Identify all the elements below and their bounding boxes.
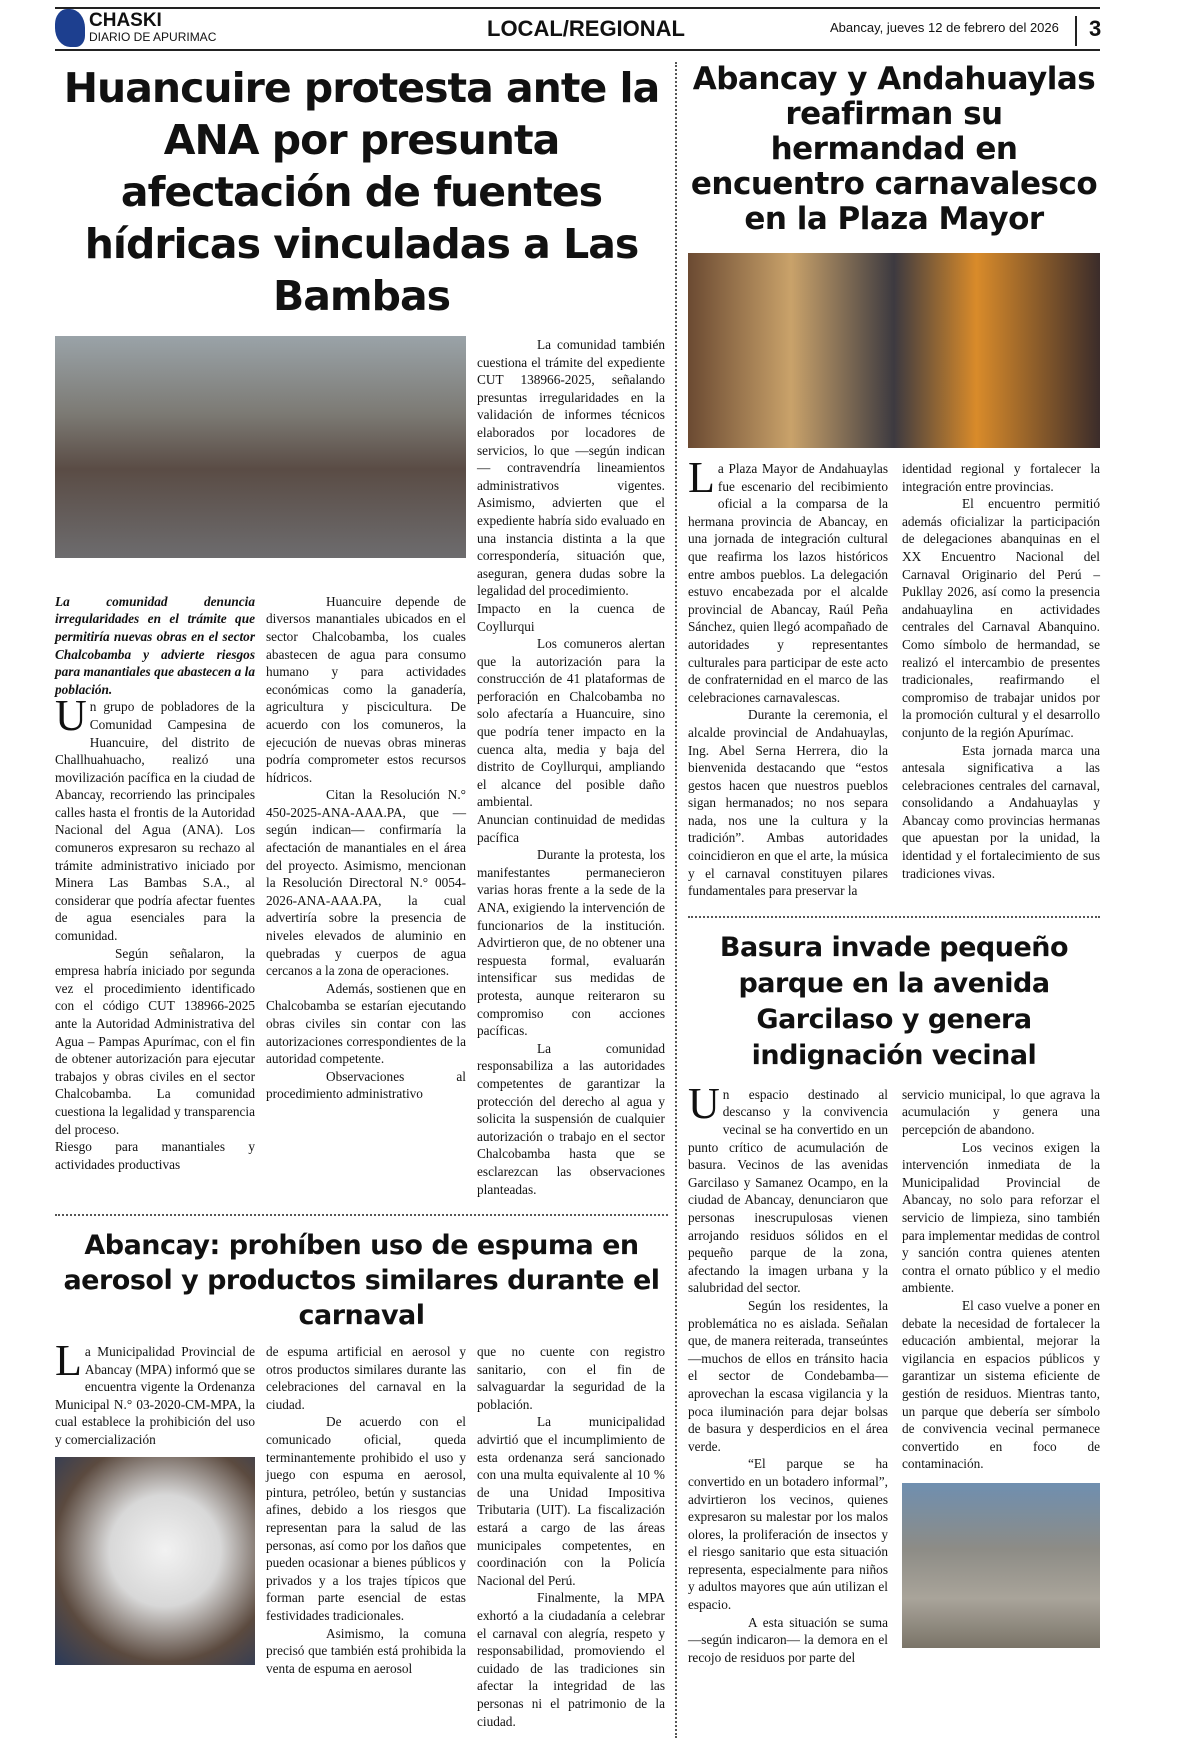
- paragraph-text: n espacio destinado al descanso y la convivencia vecinal se ha convertido en un punto crítico de acumulación de basura. Vecinos de las avenidas Garcilaso y Samanez Ocampo, en la ciudad de Abancay, denunciaron que personas inescrupulosas vienen arrojando residuos sólidos en el pequeño parque de la zona, afectando la imagen urbana y la salubridad del sector.: [688, 1086, 888, 1296]
- header-rule: [55, 49, 1100, 51]
- paragraph-text: Finalmente, la MPA exhortó a la ciudadanía a celebrar el carnaval con alegría, respeto y responsabilidad, promoviendo el cuidado de las tradiciones sin afectar la integridad de las personas ni el patrimonio de la ciudad.: [477, 1590, 665, 1729]
- paragraph-text: que no cuente con registro sanitario, con el fin de salvaguardar la seguridad de la población.: [477, 1344, 665, 1412]
- issue-date: Abancay, jueves 12 de febrero del 2026: [830, 20, 1059, 35]
- paragraph: [902, 1086, 1100, 1139]
- paragraph-text: Según señalaron, la empresa habría iniciado por segunda vez el procedimiento identificado con el código CUT 138966-2025 ante la Autoridad Administrativa del Agua – Pampas Apurímac, con el fin de obtener autorización para ejecutar trabajos y obras civiles en el sector Chalcobamba. La comunidad cuestiona la legalidad y transparencia del proceso.: [55, 945, 255, 1137]
- a3-col2: [902, 1086, 1100, 1473]
- headline-basura: Basura invade pequeño parque en la avenida Garcilaso y genera indignación vecinal: [719, 931, 1069, 1071]
- paragraph-text: La comunidad denuncia irregularidades en el trámite que permitiría nuevas obras en el sector Chalcobamba y advierte riesgos para manantiales que abastecen a la población.: [55, 593, 255, 697]
- paragraph-text: “El parque se ha convertido en un botadero informal”, advirtieron los vecinos, quienes expresaron su malestar por los malos olores, la proliferación de insectos y el riesgo sanitario que esta situación representa, especialmente para niños y adultos mayores que aún utilizan el espacio.: [688, 1456, 888, 1613]
- paragraph-text: Durante la ceremonia, el alcalde provincial de Andahuaylas, Ing. Abel Serna Herrera, dio la bienvenida destacando que “estos gestos hacen que nuestros pueblos sigan hermanados; no nos separa nada, nos une la cultura y la tradición”. Ambas autoridades coincidieron en que el arte, la música y el carnaval constituyen pilares fundamentales para preservar la: [688, 707, 888, 899]
- paragraph: [266, 593, 466, 787]
- paragraph: [266, 1343, 466, 1413]
- paragraph: [477, 811, 665, 846]
- paragraph-text: Durante la protesta, los manifestantes permanecieron varias horas frente a la sede de la ANA, exigiendo la intervención de funcionarios de la institución. Advirtieron que, de no obtener una respuesta formal, evaluarán intensificar sus medidas de protesta, aunque reiteraron su compromiso con acciones pacíficas.: [477, 847, 665, 1039]
- paragraph-text: A esta situación se suma —según indicaron— la demora en el recojo de residuos por parte del: [688, 1614, 888, 1665]
- a3-col1: [688, 1078, 888, 1667]
- paragraph: [902, 742, 1100, 883]
- paragraph: [902, 1297, 1100, 1473]
- paragraph: [266, 1625, 466, 1678]
- paragraph-text: Además, sostienen que en Chalcobamba se estarían ejecutando obras civiles sin contar con las autorizaciones correspondientes de la autoridad competente.: [266, 980, 466, 1067]
- paragraph: [477, 846, 665, 1040]
- a4-col1-wrap: [55, 1336, 256, 1730]
- paragraph: [688, 1614, 888, 1667]
- paragraph-text: De acuerdo con el comunicado oficial, queda terminantemente prohibido el uso y juego con espuma en aerosol, pintura, petróleo, betún y sustancias afines, debido a los riesgos que representan para la salud de las personas, así como por los daños que pueden ocasionar a bienes públicos y privados y a los trajes típicos que forman parte esencial de estas festividades tradicionales.: [266, 1414, 466, 1623]
- brand-subtitle: DIARIO DE APURIMAC: [89, 30, 217, 44]
- a1-col3: [477, 336, 665, 1198]
- carnival-photo: [688, 253, 1100, 448]
- a2-body: [688, 453, 1100, 900]
- paragraph-text: Huancuire depende de diversos manantiales ubicados en el sector Chalcobamba, los cuales abastecen de agua para consumo humano y para actividades económicas como la ganadería, agricultura y piscicultura. De acuerdo con los comuneros, la ejecución de nuevas obras mineras podría comprometer estos recursos hídricos.: [266, 593, 466, 785]
- paragraph: [266, 786, 466, 980]
- paragraph: [55, 1336, 256, 1449]
- paragraph-text: Los comuneros alertan que la autorización para la construcción de 41 plataformas de perforación en Chalcobamba no solo afectaría a Huancuire, sino que podría tener impacto en la cuenca alta, media y baja del distrito de Coyllurqui, ampliando el alcance del posible daño ambiental.: [477, 636, 665, 810]
- paragraph: [902, 1139, 1100, 1297]
- garbage-park-photo: [902, 1483, 1100, 1648]
- a1-col1: [55, 593, 255, 1198]
- paragraph: [688, 453, 888, 706]
- paragraph: [477, 1040, 665, 1198]
- paragraph: [55, 945, 255, 1139]
- paragraph-text: Observaciones al procedimiento administrativo: [266, 1068, 466, 1102]
- left-column-area: [55, 62, 677, 1738]
- a4-col3: [477, 1343, 665, 1730]
- right-column-area: [688, 62, 1100, 1666]
- a3-body: [688, 1078, 1100, 1667]
- paragraph-text: Asimismo, la comuna precisó que también está prohibida la venta de espuma en aerosol: [266, 1625, 466, 1676]
- condor-logo-icon: [55, 9, 85, 47]
- paragraph: [266, 1068, 466, 1103]
- paragraph: [266, 1413, 466, 1624]
- paragraph: [902, 460, 1100, 495]
- paragraph: [688, 1455, 888, 1613]
- paragraph-text: Riesgo para manantiales y actividades productivas: [55, 1139, 255, 1172]
- a2-col1: [688, 453, 888, 900]
- paragraph-text: servicio municipal, lo que agrava la acumulación y genera una percepción de abandono.: [902, 1086, 1100, 1138]
- headline-hermandad: Abancay y Andahuaylas reafirman su hermandad en encuentro carnavalesco en la Plaza Mayor: [690, 61, 1098, 237]
- paragraph: [55, 691, 255, 944]
- paragraph: [55, 1138, 255, 1173]
- paragraph-text: El encuentro permitió además oficializar la participación de delegaciones abanquinas en el XX Encuentro Nacional del Carnaval Originario del Perú – Pukllay 2026, así como la presencia andahuaylina en actividades centrales del Carnaval Abanquino. Como símbolo de hermandad, se realizó el intercambio de presentes tradicionales, reafirmando el compromiso de trabajar unidos por la promoción cultural y el desarrollo conjunto de la región Apurímac.: [902, 496, 1100, 740]
- paragraph-text: identidad regional y fortalecer la integración entre provincias.: [902, 461, 1100, 494]
- drop-cap: L: [55, 1336, 82, 1386]
- paragraph-text: Impacto en la cuenca de Coyllurqui: [477, 600, 665, 634]
- paragraph: [477, 1413, 665, 1589]
- page-number: 3: [1075, 16, 1101, 46]
- paragraph-text: a Municipalidad Provincial de Abancay (MPA) informó que se encuentra vigente la Ordenanza Municipal N.° 03-2020-CM-MPA, la cual establece la prohibición del uso y comercialización: [55, 1344, 256, 1448]
- paragraph: [477, 1343, 665, 1413]
- protest-photo: [55, 336, 466, 558]
- a1-col2: [266, 593, 466, 1198]
- paragraph: [688, 706, 888, 900]
- a2-col2: [902, 460, 1100, 900]
- paragraph-text: El caso vuelve a poner en debate la necesidad de fortalecer la educación ambiental, mejorar la vigilancia en espacios públicos y garantizar un sistema eficiente de gestión de residuos. Mientras tanto, un parque que debería ser símbolo de convivencia vecinal permanece convertido en foco de contaminación.: [902, 1297, 1100, 1472]
- paragraph-text: Esta jornada marca una antesala significativa a las celebraciones centrales del carnaval, consolidando a Andahuaylas y Abancay como provincias hermanas que apuestan por la unidad, la identidad y el fortalecimiento de sus tradiciones vivas.: [902, 742, 1100, 881]
- drop-cap: L: [688, 453, 715, 502]
- paragraph: [688, 1078, 888, 1297]
- paragraph-text: Según los residentes, la problemática no es aislada. Señalan que, de manera reiterada, transeúntes —muchos de ellos en tránsito hacia el sector de Condebamba— aprovechan la escasa vigilancia y la poca iluminación para dejar bolsas de basura y desperdicios en el área verde.: [688, 1297, 888, 1454]
- paragraph: [266, 980, 466, 1068]
- paragraph-text: La municipalidad advirtió que el incumplimiento de esta ordenanza será sancionado con una multa equivalente al 10 % de una Unidad Impositiva Tributaria (UIT). La fiscalización estará a cargo de las áreas municipales competentes, en coordinación con la Policía Nacional del Perú.: [477, 1414, 665, 1588]
- masthead-logo: [55, 9, 216, 47]
- paragraph-text: La comunidad también cuestiona el trámite del expediente CUT 138966-2025, señalando presuntas irregularidades en la validación de informes técnicos elaborados por locadores de servicios, lo que —según indican— contravendría lineamientos administrativos vigentes. Asimismo, advierten que el expediente habría sido evaluado en una instancia distinta a la que correspondería, situación que, aseguran, genera dudas sobre la legalidad del procedimiento.: [477, 337, 665, 599]
- paragraph-text: La comunidad responsabiliza a las autoridades competentes de garantizar la protección del derecho al agua y solicita la suspensión de cualquier autorización o trabajo en el sector Chalcobamba hasta que se esclarezcan las observaciones planteadas.: [477, 1040, 665, 1197]
- brand-name: CHASKI: [89, 10, 162, 31]
- paragraph: [902, 495, 1100, 741]
- drop-cap: U: [688, 1078, 720, 1128]
- paragraph-text: de espuma artificial en aerosol y otros productos similares durante las celebraciones del carnaval en la ciudad.: [266, 1344, 466, 1412]
- paragraph: [477, 635, 665, 811]
- paragraph: [477, 1589, 665, 1730]
- paragraph-text: Los vecinos exigen la intervención inmediata de la Municipalidad Provincial de Abancay, no solo para reforzar el servicio de limpieza, sino también para implementar medidas de control y sanción contra quienes atenten contra el ornato público y el medio ambiente.: [902, 1139, 1100, 1296]
- a4-body: [55, 1336, 668, 1730]
- paragraph: [477, 600, 665, 635]
- a4-col1: [55, 1336, 256, 1449]
- paragraph-text: Citan la Resolución N.° 450-2025-ANA-AAA.PA, que —según indican— confirmaría la afectación de manantiales en el área del proyecto. Asimismo, mencionan la Resolución Directoral N.° 0054-2026-ANA-AAA.PA, la cual advertiría sobre la presencia de niveles elevados de aluminio en quebradas y cuerpos de agua cercanos a la zona de operaciones.: [266, 787, 466, 979]
- section-title: LOCAL/REGIONAL: [487, 16, 685, 41]
- a3-article: [688, 916, 1100, 1667]
- paragraph-text: Anuncian continuidad de medidas pacífica: [477, 812, 665, 845]
- a4-article: [55, 1214, 668, 1730]
- drop-cap: U: [55, 691, 87, 741]
- paragraph-text: n grupo de pobladores de la Comunidad Campesina de Huancuire, del distrito de Challhuahuacho, realizó una movilización pacífica en la ciudad de Abancay, recorriendo las principales calles hasta el frontis de la Autoridad Nacional del Agua (ANA). Los comuneros expresaron su rechazo al trámite administrativo iniciado por Minera Las Bambas S.A., al considerar que podría afectar fuentes de agua esenciales para la comunidad.: [55, 699, 255, 944]
- a1-body: [55, 336, 668, 1198]
- a3-col2-wrap: [902, 1086, 1100, 1667]
- paragraph-text: a Plaza Mayor de Andahuaylas fue escenario del recibimiento oficial a la comparsa de la hermana provincia de Abancay, en una jornada de integración cultural que reafirma los lazos históricos entre ambos pueblos. La delegación estuvo encabezada por el alcalde provincial de Abancay, Raúl Peña Sánchez, quien llegó acompañado de autoridades y representantes culturales para participar de este acto de confraternidad en el marco de las celebraciones carnavalescas.: [688, 461, 888, 705]
- paragraph: [477, 336, 665, 600]
- headline-espuma: Abancay: prohíben uso de espuma en aerosol y productos similares durante el carnaval: [63, 1230, 660, 1332]
- foam-photo: [55, 1457, 255, 1665]
- headline-huancuire: Huancuire protesta ante la ANA por presunta afectación de fuentes hídricas vinculadas a Las Bambas: [63, 64, 660, 320]
- paragraph: [688, 1297, 888, 1455]
- a4-col2: [266, 1343, 466, 1730]
- paragraph: [55, 593, 255, 699]
